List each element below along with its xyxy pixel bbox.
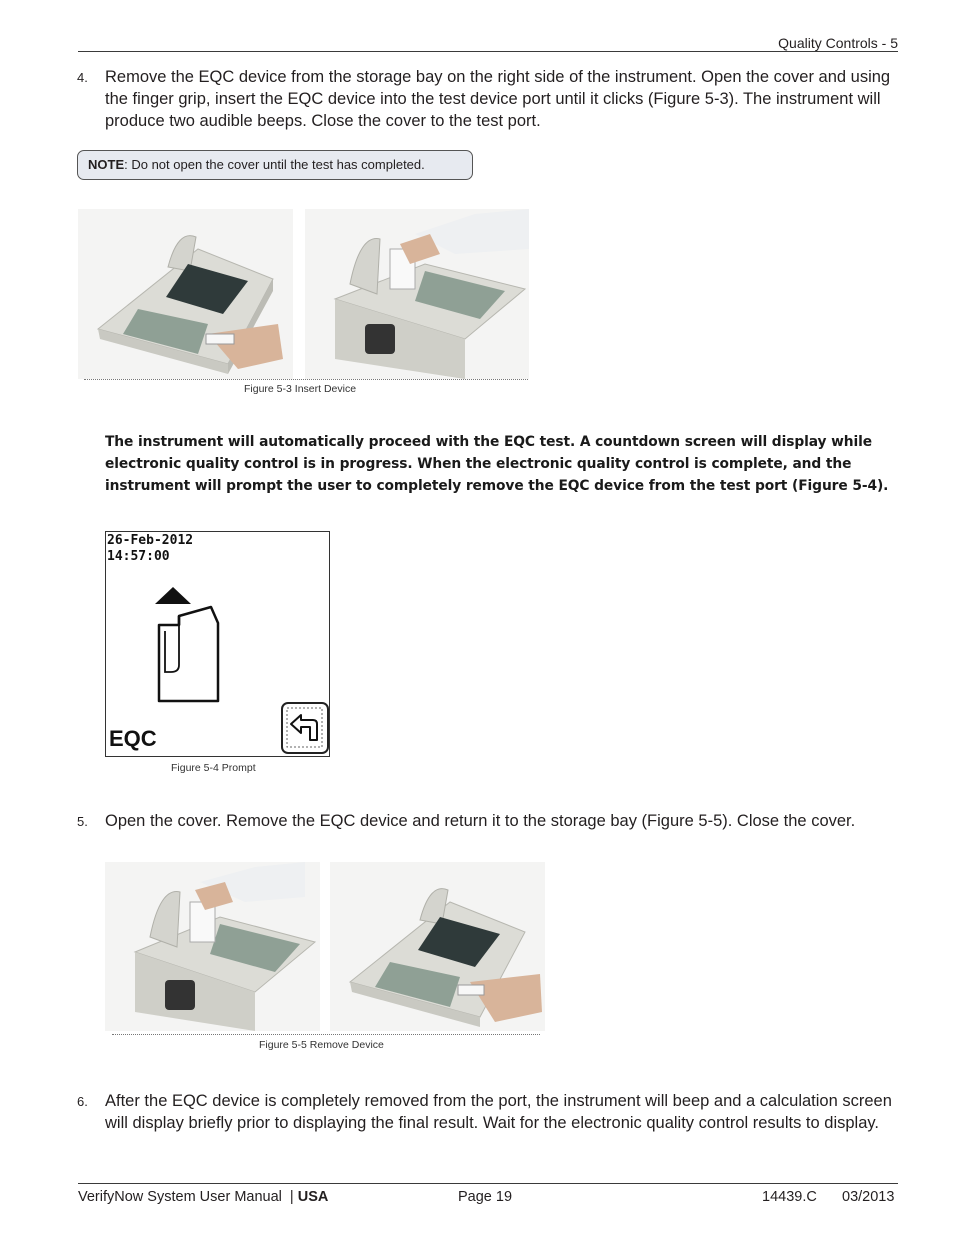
- step-number: 4.: [77, 70, 88, 85]
- back-button[interactable]: [281, 702, 329, 754]
- footer-rule: [78, 1183, 898, 1184]
- back-arrow-icon: [283, 704, 326, 751]
- note-text: : Do not open the cover until the test has completed.: [124, 157, 425, 172]
- step-number: 6.: [77, 1094, 88, 1109]
- photo-remove-device-side: [105, 862, 320, 1031]
- figure-divider: [84, 379, 528, 380]
- figure-caption: Figure 5-3 Insert Device: [244, 383, 357, 395]
- screen-date: 26-Feb-2012: [107, 533, 194, 548]
- footer-page-number: Page 19: [458, 1189, 513, 1205]
- instrument-screen: [105, 531, 330, 757]
- footer-doc-number: 14439.C: [762, 1189, 817, 1205]
- bold-paragraph: The instrument will automatically proceed with the EQC test. A countdown screen will display while electronic quality control is in progress. When the electronic quality control is complete, and the instrument will prompt the user to completely remove the EQC device from the test port (Figure 5-4).: [105, 434, 889, 494]
- footer-manual-name: VerifyNow System User Manual |: [78, 1189, 298, 1205]
- figure-caption: Figure 5-5 Remove Device: [259, 1039, 384, 1051]
- step-text: Remove the EQC device from the storage bay on the right side of the instrument. Open the cover and using the finger grip, insert the EQC device into the test device port until it clicks (Figure 5-3). The instrument will produce two audible beeps. Close the cover to the test port.: [105, 68, 891, 130]
- photo-insert-device-side: [305, 209, 529, 379]
- step-text: Open the cover. Remove the EQC device and return it to the storage bay (Figure 5-5). Close the cover.: [105, 812, 856, 830]
- step-text: After the EQC device is completely removed from the port, the instrument will beep and a calculation screen will display briefly prior to displaying the final result. Wait for the electronic quality control results to display.: [105, 1092, 892, 1132]
- footer-date: 03/2013: [842, 1189, 895, 1205]
- eject-arrow-icon: [151, 587, 226, 707]
- running-header: Quality Controls - 5: [778, 35, 898, 51]
- screen-mode-label: EQC: [109, 726, 157, 751]
- photo-remove-device-front: [330, 862, 545, 1031]
- figure-caption: Figure 5-4 Prompt: [171, 762, 256, 774]
- header-rule: [78, 51, 898, 52]
- note-label: NOTE: [88, 157, 125, 172]
- step-number: 5.: [77, 814, 88, 829]
- footer-region: USA: [297, 1189, 329, 1205]
- footer-manual-title: [78, 1189, 328, 1205]
- photo-insert-device-front: [78, 209, 293, 379]
- screen-time: 14:57:00: [107, 549, 170, 564]
- figure-divider: [112, 1034, 540, 1035]
- note-box: [77, 150, 473, 180]
